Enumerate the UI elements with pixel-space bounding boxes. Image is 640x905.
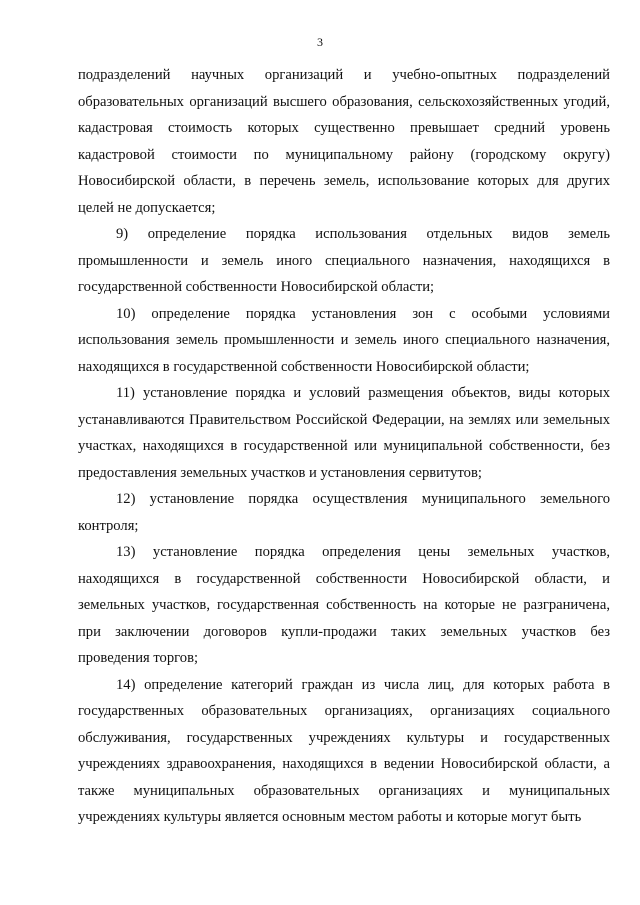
document-body: [78, 62, 610, 831]
paragraph-item-12: 12) установление порядка осуществления муниципального земельного контроля;: [78, 491, 610, 534]
paragraph-item-11: 11) установление порядка и условий размещения объектов, виды которых устанавливаются Правительством Российской Федерации, на землях или земельных участках, находящихся в государственной или муниципальной собственности, без предоставления земельных участков и установления сервитутов;: [78, 385, 610, 481]
paragraph-item-13: 13) установление порядка определения цены земельных участков, находящихся в государственной собственности Новосибирской области, и земельных участков, государственная собственность на которые не разграничена, при заключении договоров купли-продажи таких земельных участков без проведения торгов;: [78, 544, 610, 666]
page-number: 3: [317, 35, 323, 49]
paragraph-item-9: 9) определение порядка использования отдельных видов земель промышленности и земель иного специального назначения, находящихся в государственной собственности Новосибирской области;: [78, 226, 610, 295]
paragraph-continuation: подразделений научных организаций и учебно-опытных подразделений образовательных организаций высшего образования, сельскохозяйственных угодий, кадастровая стоимость которых существенно превышает средний уровень кадастровой стоимости по муниципальному району (городскому округу) Новосибирской области, в перечень земель, использование которых для других целей не допускается;: [78, 67, 610, 216]
paragraph-item-10: 10) определение порядка установления зон с особыми условиями использования земель промышленности и земель иного специального назначения, находящихся в государственной собственности Новосибирской области;: [78, 305, 610, 375]
paragraph-item-14: 14) определение категорий граждан из числа лиц, для которых работа в государственных образовательных организациях, организациях социального обслуживания, государственных учреждениях культуры и государственных учреждениях здравоохранения, находящихся в ведении Новосибирской области, а также муниципальных образовательных организациях и муниципальных учреждениях культуры является основным местом работы и которые могут быть: [78, 676, 610, 825]
